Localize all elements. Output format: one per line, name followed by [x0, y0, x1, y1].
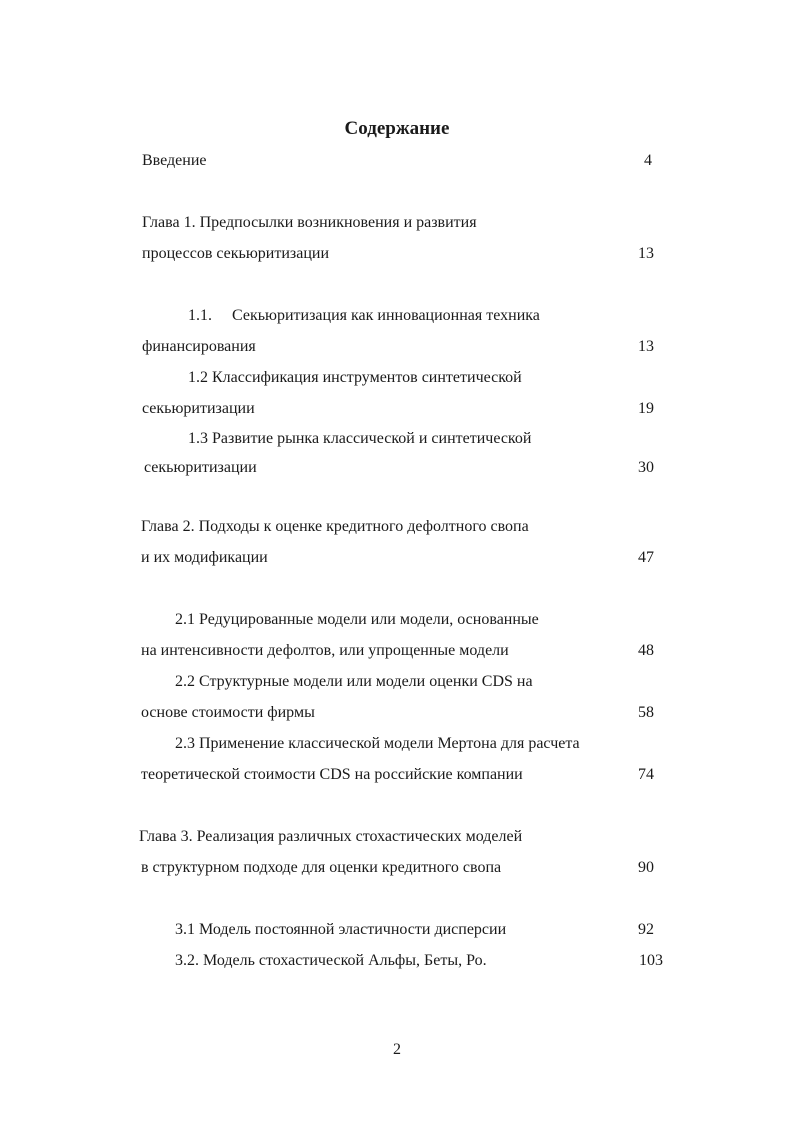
- toc-chapter-2-line1: Глава 2. Подходы к оценке кредитного дефолтного свопа: [141, 518, 529, 535]
- toc-section-1-1-line2: финансирования: [142, 338, 256, 355]
- toc-section-1-1-number: 1.1.: [188, 307, 212, 324]
- toc-chapter-3-line2: в структурном подходе для оценки кредитного свопа: [141, 859, 502, 876]
- toc-section-1-3-line2: секьюритизации: [144, 459, 257, 476]
- toc-page-section-1-3: 30: [638, 459, 654, 476]
- toc-page-section-2-1: 48: [638, 642, 654, 659]
- toc-page-section-3-2: 103: [639, 952, 663, 969]
- toc-section-3-2: 3.2. Модель стохастической Альфы, Беты, Ро.: [175, 952, 487, 969]
- toc-page-chapter-1: 13: [638, 245, 654, 262]
- toc-page-section-1-1: 13: [638, 338, 654, 355]
- toc-section-2-2-line1: 2.2 Структурные модели или модели оценки CDS на: [175, 673, 533, 690]
- toc-page-intro: 4: [644, 152, 652, 169]
- toc-section-3-1: 3.1 Модель постоянной эластичности дисперсии: [175, 921, 507, 938]
- toc-section-1-1-line1: Секьюритизация как инновационная техника: [232, 307, 540, 324]
- toc-chapter-2-line2: и их модификации: [141, 549, 268, 566]
- toc-section-2-1-line1: 2.1 Редуцированные модели или модели, основанные: [175, 611, 539, 628]
- toc-section-2-3-line1: 2.3 Применение классической модели Мертона для расчета: [175, 735, 580, 752]
- page-number: 2: [393, 1041, 401, 1058]
- toc-page-section-2-3: 74: [638, 766, 654, 783]
- toc-page-section-3-1: 92: [638, 921, 654, 938]
- toc-page-chapter-3: 90: [638, 859, 654, 876]
- toc-page-chapter-2: 47: [638, 549, 654, 566]
- toc-title: Содержание: [344, 118, 450, 139]
- toc-section-1-3-line1: 1.3 Развитие рынка классической и синтетической: [188, 430, 532, 447]
- toc-chapter-1-line1: Глава 1. Предпосылки возникновения и развития: [142, 214, 477, 231]
- toc-section-2-3-line2: теоретической стоимости CDS на российские компании: [141, 766, 523, 783]
- toc-section-1-2-line1: 1.2 Классификация инструментов синтетической: [188, 369, 522, 386]
- toc-chapter-1-line2: процессов секьюритизации: [142, 245, 330, 262]
- toc-entry-intro: Введение: [142, 152, 207, 169]
- toc-section-2-2-line2: основе стоимости фирмы: [141, 704, 315, 721]
- toc-chapter-3-line1: Глава 3. Реализация различных стохастических моделей: [139, 828, 523, 845]
- toc-section-2-1-line2: на интенсивности дефолтов, или упрощенные модели: [141, 642, 509, 659]
- toc-page-section-1-2: 19: [638, 400, 654, 417]
- toc-section-1-2-line2: секьюритизации: [142, 400, 255, 417]
- toc-page-section-2-2: 58: [638, 704, 654, 721]
